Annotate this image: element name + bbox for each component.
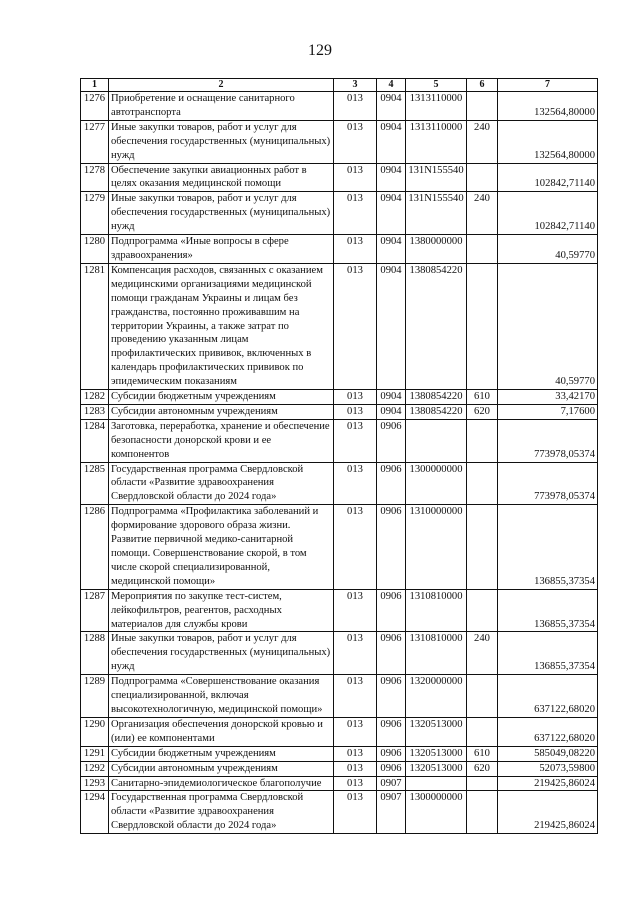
row-expense-type bbox=[467, 505, 498, 589]
row-target-code: 1320000000 bbox=[406, 675, 467, 718]
table-row bbox=[81, 462, 598, 505]
row-amount: 637122,68020 bbox=[498, 675, 598, 718]
table-row bbox=[81, 263, 598, 389]
row-number: 1293 bbox=[81, 776, 109, 791]
row-expense-type bbox=[467, 776, 498, 791]
table-row bbox=[81, 761, 598, 776]
row-expense-type: 620 bbox=[467, 761, 498, 776]
row-name: Заготовка, переработка, хранение и обеспечение безопасности донорской крови и ее компонентов bbox=[109, 419, 334, 462]
row-number: 1288 bbox=[81, 632, 109, 675]
row-section-code: 0904 bbox=[377, 390, 406, 405]
table-row bbox=[81, 632, 598, 675]
row-target-code: 1320513000 bbox=[406, 717, 467, 746]
row-target-code: 1310000000 bbox=[406, 505, 467, 589]
row-expense-type: 620 bbox=[467, 404, 498, 419]
row-expense-type bbox=[467, 263, 498, 389]
row-name: Подпрограмма «Иные вопросы в сфере здравоохранения» bbox=[109, 235, 334, 264]
row-amount: 773978,05374 bbox=[498, 419, 598, 462]
row-amount: 40,59770 bbox=[498, 263, 598, 389]
row-section-code: 0906 bbox=[377, 746, 406, 761]
row-section-code: 0904 bbox=[377, 235, 406, 264]
row-ministry-code: 013 bbox=[334, 92, 377, 121]
row-amount: 40,59770 bbox=[498, 235, 598, 264]
row-expense-type bbox=[467, 675, 498, 718]
row-target-code bbox=[406, 419, 467, 462]
row-expense-type bbox=[467, 717, 498, 746]
row-expense-type bbox=[467, 235, 498, 264]
column-header: 6 bbox=[467, 79, 498, 92]
row-ministry-code: 013 bbox=[334, 462, 377, 505]
row-name: Приобретение и оснащение санитарного автотранспорта bbox=[109, 92, 334, 121]
row-section-code: 0906 bbox=[377, 675, 406, 718]
row-expense-type: 240 bbox=[467, 632, 498, 675]
row-section-code: 0906 bbox=[377, 717, 406, 746]
row-section-code: 0907 bbox=[377, 791, 406, 834]
table-row bbox=[81, 390, 598, 405]
table-row bbox=[81, 120, 598, 163]
row-name: Компенсация расходов, связанных с оказанием медицинскими организациями медицинской помощи гражданам Украины и лицам без гражданства, постоянно проживавшим на территории Украины, а также затрат по проведению указанным лицам профилактических прививок, включенных в календарь профилактических прививок по эпидемическим показаниям bbox=[109, 263, 334, 389]
row-ministry-code: 013 bbox=[334, 120, 377, 163]
row-name: Санитарно-эпидемиологическое благополучие bbox=[109, 776, 334, 791]
row-target-code: 1380854220 bbox=[406, 404, 467, 419]
row-section-code: 0906 bbox=[377, 419, 406, 462]
row-section-code: 0904 bbox=[377, 163, 406, 192]
row-section-code: 0904 bbox=[377, 263, 406, 389]
row-ministry-code: 013 bbox=[334, 675, 377, 718]
row-target-code: 1320513000 bbox=[406, 746, 467, 761]
row-expense-type bbox=[467, 419, 498, 462]
row-amount: 773978,05374 bbox=[498, 462, 598, 505]
row-target-code: 1380000000 bbox=[406, 235, 467, 264]
row-name: Иные закупки товаров, работ и услуг для обеспечения государственных (муниципальных) нужд bbox=[109, 120, 334, 163]
row-name: Иные закупки товаров, работ и услуг для обеспечения государственных (муниципальных) нужд bbox=[109, 192, 334, 235]
row-target-code: 1300000000 bbox=[406, 791, 467, 834]
row-name: Подпрограмма «Совершенствование оказания специализированной, включая высокотехнологичную, медицинской помощи» bbox=[109, 675, 334, 718]
row-amount: 219425,86024 bbox=[498, 776, 598, 791]
row-section-code: 0904 bbox=[377, 404, 406, 419]
row-expense-type: 240 bbox=[467, 120, 498, 163]
row-expense-type bbox=[467, 92, 498, 121]
row-target-code: 1380854220 bbox=[406, 390, 467, 405]
row-ministry-code: 013 bbox=[334, 390, 377, 405]
row-section-code: 0906 bbox=[377, 505, 406, 589]
row-expense-type bbox=[467, 163, 498, 192]
row-target-code bbox=[406, 776, 467, 791]
row-section-code: 0906 bbox=[377, 632, 406, 675]
table-row bbox=[81, 675, 598, 718]
row-section-code: 0906 bbox=[377, 462, 406, 505]
row-ministry-code: 013 bbox=[334, 746, 377, 761]
row-amount: 33,42170 bbox=[498, 390, 598, 405]
row-number: 1277 bbox=[81, 120, 109, 163]
row-ministry-code: 013 bbox=[334, 632, 377, 675]
row-amount: 102842,71140 bbox=[498, 192, 598, 235]
row-name: Иные закупки товаров, работ и услуг для обеспечения государственных (муниципальных) нужд bbox=[109, 632, 334, 675]
row-amount: 52073,59800 bbox=[498, 761, 598, 776]
row-target-code: 1380854220 bbox=[406, 263, 467, 389]
row-expense-type: 610 bbox=[467, 746, 498, 761]
table-row bbox=[81, 163, 598, 192]
row-amount: 136855,37354 bbox=[498, 505, 598, 589]
table-row bbox=[81, 404, 598, 419]
row-number: 1291 bbox=[81, 746, 109, 761]
row-name: Субсидии бюджетным учреждениям bbox=[109, 390, 334, 405]
row-target-code: 1300000000 bbox=[406, 462, 467, 505]
row-ministry-code: 013 bbox=[334, 192, 377, 235]
row-amount: 585049,08220 bbox=[498, 746, 598, 761]
row-amount: 132564,80000 bbox=[498, 92, 598, 121]
row-name: Мероприятия по закупке тест-систем, лейкофильтров, реагентов, расходных материалов для службы крови bbox=[109, 589, 334, 632]
row-number: 1294 bbox=[81, 791, 109, 834]
table-row bbox=[81, 776, 598, 791]
row-target-code: 1313110000 bbox=[406, 120, 467, 163]
row-name: Государственная программа Свердловской области «Развитие здравоохранения Свердловской области до 2024 года» bbox=[109, 462, 334, 505]
row-expense-type: 240 bbox=[467, 192, 498, 235]
column-header: 1 bbox=[81, 79, 109, 92]
table-row bbox=[81, 505, 598, 589]
row-name: Субсидии бюджетным учреждениям bbox=[109, 746, 334, 761]
row-expense-type bbox=[467, 589, 498, 632]
row-amount: 132564,80000 bbox=[498, 120, 598, 163]
row-target-code: 131N155540 bbox=[406, 192, 467, 235]
row-name: Организация обеспечения донорской кровью и (или) ее компонентами bbox=[109, 717, 334, 746]
row-section-code: 0904 bbox=[377, 92, 406, 121]
row-number: 1289 bbox=[81, 675, 109, 718]
row-name: Обеспечение закупки авиационных работ в целях оказания медицинской помощи bbox=[109, 163, 334, 192]
row-ministry-code: 013 bbox=[334, 419, 377, 462]
column-header: 3 bbox=[334, 79, 377, 92]
row-expense-type bbox=[467, 791, 498, 834]
table-row bbox=[81, 92, 598, 121]
row-amount: 219425,86024 bbox=[498, 791, 598, 834]
row-target-code: 1310810000 bbox=[406, 589, 467, 632]
row-number: 1284 bbox=[81, 419, 109, 462]
row-ministry-code: 013 bbox=[334, 717, 377, 746]
row-section-code: 0904 bbox=[377, 192, 406, 235]
row-amount: 136855,37354 bbox=[498, 589, 598, 632]
table-row bbox=[81, 235, 598, 264]
row-name: Подпрограмма «Профилактика заболеваний и формирование здорового образа жизни. Развитие первичной медико-санитарной помощи. Совершенствование скорой, в том числе скорой специализированной, медицинской помощи» bbox=[109, 505, 334, 589]
row-number: 1282 bbox=[81, 390, 109, 405]
row-number: 1290 bbox=[81, 717, 109, 746]
table-row bbox=[81, 419, 598, 462]
page-number: 129 bbox=[308, 42, 332, 59]
row-ministry-code: 013 bbox=[334, 404, 377, 419]
row-name: Субсидии автономным учреждениям bbox=[109, 404, 334, 419]
row-ministry-code: 013 bbox=[334, 235, 377, 264]
row-expense-type bbox=[467, 462, 498, 505]
row-ministry-code: 013 bbox=[334, 589, 377, 632]
row-section-code: 0907 bbox=[377, 776, 406, 791]
row-target-code: 1320513000 bbox=[406, 761, 467, 776]
row-target-code: 1313110000 bbox=[406, 92, 467, 121]
row-number: 1278 bbox=[81, 163, 109, 192]
row-section-code: 0904 bbox=[377, 120, 406, 163]
row-ministry-code: 013 bbox=[334, 776, 377, 791]
row-amount: 637122,68020 bbox=[498, 717, 598, 746]
row-number: 1279 bbox=[81, 192, 109, 235]
row-section-code: 0906 bbox=[377, 761, 406, 776]
table-row bbox=[81, 746, 598, 761]
table-row bbox=[81, 791, 598, 834]
row-expense-type: 610 bbox=[467, 390, 498, 405]
row-name: Субсидии автономным учреждениям bbox=[109, 761, 334, 776]
row-number: 1285 bbox=[81, 462, 109, 505]
column-header: 2 bbox=[109, 79, 334, 92]
column-header: 7 bbox=[498, 79, 598, 92]
row-target-code: 1310810000 bbox=[406, 632, 467, 675]
row-ministry-code: 013 bbox=[334, 761, 377, 776]
row-number: 1276 bbox=[81, 92, 109, 121]
row-amount: 136855,37354 bbox=[498, 632, 598, 675]
row-ministry-code: 013 bbox=[334, 505, 377, 589]
row-ministry-code: 013 bbox=[334, 791, 377, 834]
table-row bbox=[81, 717, 598, 746]
row-name: Государственная программа Свердловской области «Развитие здравоохранения Свердловской области до 2024 года» bbox=[109, 791, 334, 834]
table-row bbox=[81, 192, 598, 235]
row-number: 1292 bbox=[81, 761, 109, 776]
row-number: 1286 bbox=[81, 505, 109, 589]
budget-table bbox=[80, 78, 598, 834]
column-header: 4 bbox=[377, 79, 406, 92]
row-amount: 7,17600 bbox=[498, 404, 598, 419]
table-row bbox=[81, 589, 598, 632]
table-body bbox=[81, 92, 598, 834]
row-number: 1280 bbox=[81, 235, 109, 264]
column-header: 5 bbox=[406, 79, 467, 92]
row-ministry-code: 013 bbox=[334, 163, 377, 192]
row-target-code: 131N155540 bbox=[406, 163, 467, 192]
row-number: 1283 bbox=[81, 404, 109, 419]
row-number: 1287 bbox=[81, 589, 109, 632]
row-number: 1281 bbox=[81, 263, 109, 389]
header-row bbox=[81, 79, 598, 92]
row-amount: 102842,71140 bbox=[498, 163, 598, 192]
row-ministry-code: 013 bbox=[334, 263, 377, 389]
row-section-code: 0906 bbox=[377, 589, 406, 632]
